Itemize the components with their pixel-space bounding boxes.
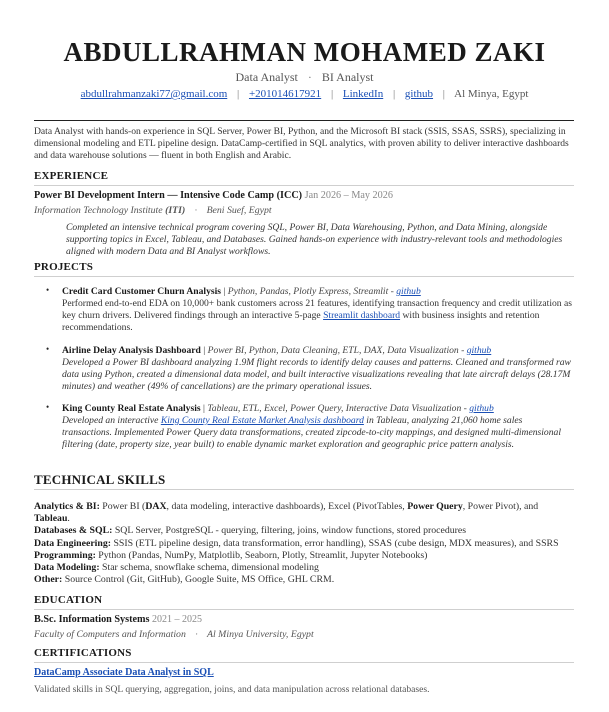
section-heading-certifications: CERTIFICATIONS xyxy=(34,647,574,663)
experience-description: Completed an intensive technical program covering SQL, Power BI, Data Warehousing, Python, and Data Mining, alongside supporting topics in Excel, Tableau, and Databases. Gained hands-on experience with industry-relevant tools and methodologies aligned with modern Data and BI Analyst workflows. xyxy=(66,221,563,257)
project-desc-text-end: with business insights and retention recommendations. xyxy=(62,309,540,333)
summary-text: Data Analyst with hands-on experience in SQL Server, Power BI, Python, and the Microsoft BI stack (SSIS, SSAS, SSRS), specializing in dimensional modeling and ETL pipeline design. DataCamp-certified in SQL analytics, with proven ability to deliver interactive dashboards and data warehouse solutions — fluent in both English and Arabic. xyxy=(34,126,569,161)
project-item xyxy=(46,344,572,393)
project-github-link[interactable]: github xyxy=(396,286,421,297)
degree: B.Sc. Information Systems xyxy=(34,614,150,625)
skills-list xyxy=(34,501,574,587)
title-separator: · xyxy=(307,70,312,84)
project-pipe: | xyxy=(221,286,228,297)
skill-bold: Power Query xyxy=(407,501,463,512)
section-heading-skills: TECHNICAL SKILLS xyxy=(34,472,574,490)
skill-text: Python (Pandas, NumPy, Matplotlib, Seaborn, Plotly, Streamlit, Jupyter Notebooks) xyxy=(95,549,428,561)
org-separator: · xyxy=(194,204,198,216)
project-github-link[interactable]: github xyxy=(466,345,492,356)
education-dates: 2021 – 2025 xyxy=(151,614,202,625)
contact-divider: | xyxy=(442,88,445,100)
skill-row-data-engineering xyxy=(34,538,574,550)
faculty: Faculty of Computers and Information xyxy=(34,628,186,640)
org-abbr: (ITI) xyxy=(165,204,186,216)
title-bi-analyst: BI Analyst xyxy=(321,70,374,84)
skill-text: Star schema, snowflake schema, dimensional modeling xyxy=(99,562,319,574)
location: Al Minya, Egypt xyxy=(454,88,529,100)
phone-link[interactable]: +201014617921 xyxy=(248,88,322,100)
job-titles xyxy=(0,70,609,85)
certification-link[interactable]: DataCamp Associate Data Analyst in SQL xyxy=(34,667,214,678)
project-desc-text: Performed end-to-end EDA on 10,000+ bank customers across 21 features, identifying transaction frequency and credit utilization as key churn drivers. Delivered findings through an interactive 5-page xyxy=(62,297,572,321)
project-pipe: | xyxy=(200,403,208,414)
header-divider xyxy=(34,120,574,121)
tableau-dashboard-link[interactable]: King County Real Estate Market Analysis dashboard xyxy=(160,414,364,426)
project-item xyxy=(46,402,572,451)
project-tech: Tableau, ETL, Excel, Power Query, Interactive Data Visualization - xyxy=(207,403,470,414)
education-entry xyxy=(34,614,574,641)
org-location: Beni Suef, Egypt xyxy=(206,204,272,216)
bullet-icon: • xyxy=(46,344,50,354)
project-description xyxy=(62,298,572,334)
skill-row-databases xyxy=(34,525,574,537)
email-link[interactable]: abdullrahmanzaki77@gmail.com xyxy=(80,88,228,100)
project-description xyxy=(62,415,572,451)
bullet-icon: • xyxy=(46,285,50,295)
skill-text: , Power Pivot), and xyxy=(462,501,539,512)
skill-label: Other: xyxy=(34,574,63,586)
skill-text: , data modeling, interactive dashboards), Excel (PivotTables, xyxy=(166,501,408,512)
title-data-analyst: Data Analyst xyxy=(235,70,298,84)
streamlit-dashboard-link[interactable]: Streamlit dashboard xyxy=(323,309,401,321)
linkedin-link[interactable]: LinkedIn xyxy=(342,88,384,100)
skill-text: SQL Server, PostgreSQL - querying, filtering, joins, window functions, stored procedures xyxy=(112,525,467,537)
project-desc-text: Developed an interactive xyxy=(62,414,161,426)
experience-entry xyxy=(34,190,574,258)
section-heading-projects: PROJECTS xyxy=(34,261,574,277)
certification-entry xyxy=(34,667,574,695)
github-link[interactable]: github xyxy=(404,88,434,100)
project-title: King County Real Estate Analysis xyxy=(62,403,201,414)
institution-separator: · xyxy=(195,628,198,640)
skill-bold: Tableau xyxy=(34,513,68,525)
experience-org xyxy=(34,205,574,217)
skill-row-analytics xyxy=(34,501,574,525)
skill-text: SSIS (ETL pipeline design, data transformation, error handling), SSAS (cube design, MDX measures), and SSRS xyxy=(111,537,559,549)
skill-row-data-modeling xyxy=(34,562,574,574)
contact-line xyxy=(0,88,609,102)
education-institution xyxy=(34,629,574,641)
section-heading-experience: EXPERIENCE xyxy=(34,170,574,186)
contact-divider: | xyxy=(392,88,396,100)
skill-label: Analytics & BI: xyxy=(34,501,100,512)
section-heading-education: EDUCATION xyxy=(34,594,574,610)
project-desc-text-end: in Tableau, analyzing 21,060 home sales transactions. Implemented Power Query data transformations, created zipcode-to-city mappings, and designed multi-dimensional filtering (date, property size, year built) to enable dynamic market exploration and geographic price pattern analysis. xyxy=(62,414,561,450)
skill-text: . xyxy=(67,513,70,525)
skill-bold: DAX xyxy=(145,501,167,512)
contact-divider: | xyxy=(237,88,240,100)
project-description: Developed a Power BI dashboard analyzing 1.9M flight records to identify delay causes and patterns. Cleaned and transformed raw data using Python, created a dimensional data model, and built interactive visualizations revealing that late aircraft delays (28.17M minutes) and weather (49% of cancellations) are the primary operational issues. xyxy=(62,356,571,392)
contact-divider: | xyxy=(330,88,334,100)
project-tech: Python, Pandas, Plotly Express, Streamlit - xyxy=(227,286,397,297)
skill-text: Source Control (Git, GitHub), Google Suite, MS Office, GHL CRM. xyxy=(62,574,335,586)
candidate-name: ABDULLRAHMAN MOHAMED ZAKI xyxy=(63,37,546,67)
skill-label: Databases & SQL: xyxy=(34,525,113,537)
skill-label: Data Engineering: xyxy=(34,537,112,549)
org-name: Information Technology Institute xyxy=(34,204,166,216)
project-tech: Power BI, Python, Data Cleaning, ETL, DAX, Data Visualization - xyxy=(207,345,467,356)
project-pipe: | xyxy=(200,345,208,356)
skill-row-other xyxy=(34,574,574,586)
project-title: Credit Card Customer Churn Analysis xyxy=(62,286,222,297)
skill-text: Power BI ( xyxy=(99,501,146,512)
skill-label: Programming: xyxy=(34,549,96,561)
experience-role xyxy=(34,190,574,203)
skill-row-programming xyxy=(34,550,574,562)
project-github-link[interactable]: github xyxy=(469,403,494,414)
skill-label: Data Modeling: xyxy=(34,562,100,574)
role-title: Power BI Development Intern — Intensive Code Camp (ICC) xyxy=(34,190,303,201)
project-title: Airline Delay Analysis Dashboard xyxy=(62,345,201,356)
university: Al Minya University, Egypt xyxy=(207,628,314,640)
project-item xyxy=(46,285,572,334)
certification-description: Validated skills in SQL querying, aggregation, joins, and data manipulation across relational databases. xyxy=(34,683,430,695)
bullet-icon: • xyxy=(46,402,50,412)
role-dates: Jan 2026 – May 2026 xyxy=(304,190,393,201)
